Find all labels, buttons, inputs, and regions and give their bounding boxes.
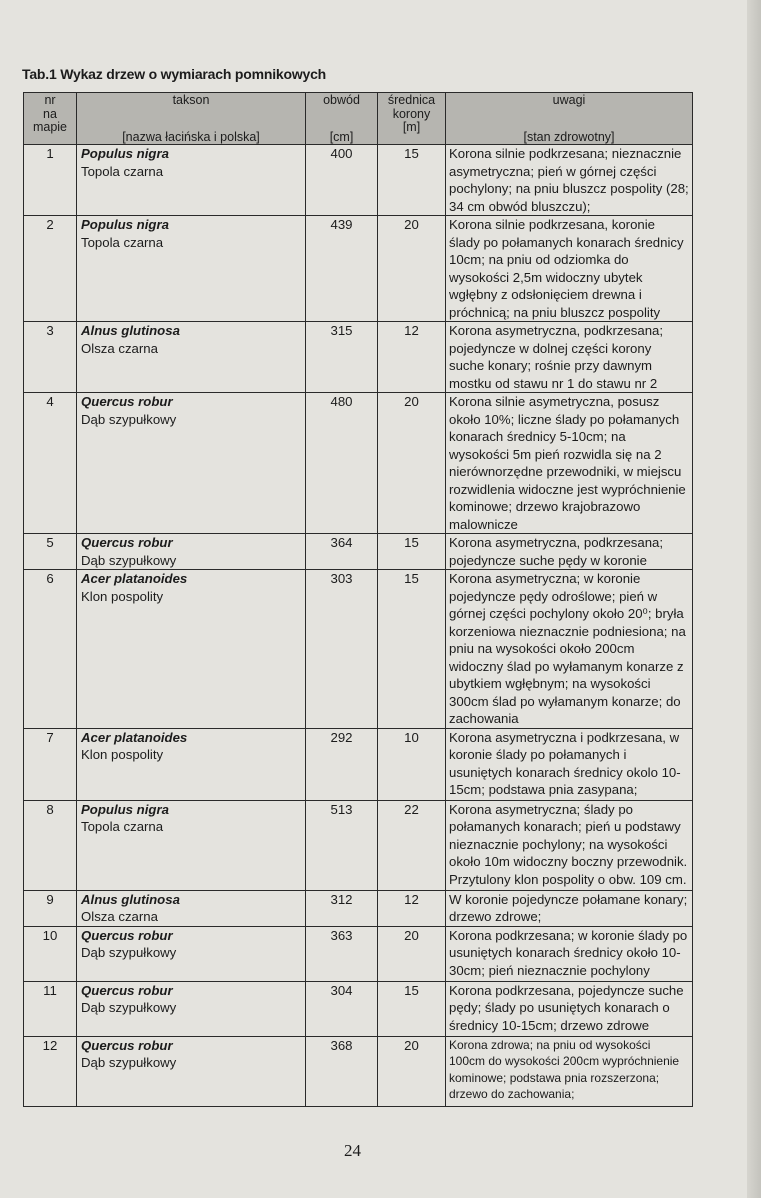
row-circumference: 400 [306,145,378,216]
row-number: 8 [24,800,77,890]
row-notes: Korona podkrzesana, pojedyncze suche pędy; ślady po usuniętych konarach o średnicy 10-15cm; drzewo zdrowe [446,981,693,1036]
row-taxon [77,1036,306,1106]
polish-name: Dąb szypułkowy [81,945,177,960]
table-row [24,393,693,534]
latin-name: Acer platanoides [81,571,188,586]
table-row [24,534,693,570]
row-number: 4 [24,393,77,534]
header-srednica-unit: [m] [402,120,421,134]
header-srednica [378,93,446,145]
row-crown-diameter: 12 [378,322,446,393]
header-takson [77,93,306,145]
polish-name: Klon pospolity [81,747,164,762]
row-taxon [77,926,306,981]
header-uwagi-sub: [stan zdrowotny] [523,129,615,144]
row-taxon [77,800,306,890]
polish-name: Topola czarna [81,819,164,834]
row-circumference: 315 [306,322,378,393]
header-uwagi [446,93,693,145]
row-notes: Korona asymetryczna, podkrzesana; pojedyncze w dolnej części korony suche konary; rośnie przy dawnym mostku od stawu nr 1 do stawu nr 2 [446,322,693,393]
table-row [24,926,693,981]
table-row [24,800,693,890]
header-srednica-mid: korony [392,106,431,121]
polish-name: Olsza czarna [81,909,158,924]
row-notes: W koronie pojedyncze połamane konary; drzewo zdrowe; [446,890,693,926]
row-number: 2 [24,216,77,322]
row-circumference: 364 [306,534,378,570]
row-crown-diameter: 15 [378,570,446,729]
header-srednica-title: średnica [387,93,436,107]
row-crown-diameter: 22 [378,800,446,890]
header-nr-line1: nr [44,93,56,107]
latin-name: Quercus robur [81,1037,173,1053]
row-notes: Korona silnie asymetryczna, posusz około 10%; liczne ślady po połamanych konarach średnicy 5-10cm; na wysokości 5m pień rozwidla się na 2 nierównorzędne przewodniki, w miejscu rozwidlenia widoczne jest wypróchnienie kominowe; drzewo krajobrazowo malownicze [446,393,693,534]
row-circumference: 368 [306,1036,378,1106]
row-crown-diameter: 20 [378,216,446,322]
latin-name: Quercus robur [81,535,173,550]
row-number: 7 [24,728,77,800]
row-notes: Korona podkrzesana; w koronie ślady po usuniętych konarach średnicy około 10-30cm; pień nieznacznie pochylony [446,926,693,981]
row-circumference: 292 [306,728,378,800]
row-notes: Korona silnie podkrzesana, koronie ślady po połamanych konarach średnicy 10cm; na pniu od odziomka do wysokości 2,5m widoczny ubytek wgłębny z odsłonięciem drewna i próchnicą; na pniu bluszcz pospolity [446,216,693,322]
row-number: 11 [24,981,77,1036]
polish-name: Dąb szypułkowy [81,411,177,427]
row-taxon [77,981,306,1036]
row-circumference: 304 [306,981,378,1036]
row-circumference: 439 [306,216,378,322]
polish-name: Topola czarna [81,234,164,250]
polish-name: Dąb szypułkowy [81,1000,177,1015]
latin-name: Populus nigra [81,801,169,817]
row-notes: Korona zdrowa; na pniu od wysokości 100cm do wysokości 200cm wypróchnienie kominowe; podstawa pnia rozszerzona; drzewo do zachowania; [446,1036,693,1106]
latin-name: Quercus robur [81,982,173,998]
row-crown-diameter: 20 [378,926,446,981]
latin-name: Quercus robur [81,927,173,943]
table-row [24,322,693,393]
latin-name: Quercus robur [81,394,173,409]
header-takson-title: takson [172,93,210,107]
table-header-row [24,93,693,145]
row-notes: Korona asymetryczna, podkrzesana; pojedyncze suche pędy w koronie [446,534,693,570]
row-taxon [77,570,306,729]
row-crown-diameter: 20 [378,1036,446,1106]
row-crown-diameter: 20 [378,393,446,534]
table-row [24,728,693,800]
polish-name: Klon pospolity [81,588,164,604]
latin-name: Alnus glutinosa [81,323,180,338]
polish-name: Dąb szypułkowy [81,552,177,568]
row-notes: Korona asymetryczna; w koronie pojedyncze pędy odroślowe; pień w górnej części pochylony około 20⁰; bryła korzeniowa nieznacznie podniesiona; na pniu na wysokości około 200cm widoczny ślad po wyłamanym konarze z ubytkiem wgłębnym; na wysokości 300cm ślad po wyłamanym konarze; do zachowania [446,570,693,729]
row-taxon [77,322,306,393]
table-row [24,890,693,926]
header-uwagi-title: uwagi [552,93,586,107]
row-number: 6 [24,570,77,729]
row-circumference: 363 [306,926,378,981]
trees-table [23,92,693,1107]
row-crown-diameter: 15 [378,534,446,570]
latin-name: Populus nigra [81,146,169,161]
row-notes: Korona asymetryczna i podkrzesana, w koronie ślady po połamanych i usuniętych konarach średnicy okolo 10-15cm; podstawa pnia zasypana; [446,728,693,800]
table-row [24,216,693,322]
row-taxon [77,890,306,926]
table-row [24,1036,693,1106]
row-circumference: 312 [306,890,378,926]
header-obwod-unit: [cm] [329,129,354,144]
header-nr-line3: mapie [32,120,68,134]
row-taxon [77,145,306,216]
row-circumference: 513 [306,800,378,890]
row-taxon [77,728,306,800]
row-circumference: 480 [306,393,378,534]
row-taxon [77,216,306,322]
table-caption: Tab.1 Wykaz drzew o wymiarach pomnikowych [22,66,327,82]
row-circumference: 303 [306,570,378,729]
row-crown-diameter: 12 [378,890,446,926]
polish-name: Topola czarna [81,163,164,179]
latin-name: Acer platanoides [81,729,188,745]
table-row [24,145,693,216]
header-takson-sub: [nazwa łacińska i polska] [122,129,260,144]
header-obwod [306,93,378,145]
row-number: 10 [24,926,77,981]
page-edge-shadow [747,0,761,1198]
row-crown-diameter: 10 [378,728,446,800]
latin-name: Alnus glutinosa [81,891,180,907]
row-crown-diameter: 15 [378,145,446,216]
row-number: 1 [24,145,77,216]
table-row [24,570,693,729]
row-notes: Korona asymetryczna; ślady po połamanych konarach; pień u podstawy nieznacznie pochylony; na wysokości około 10m widoczny boczny przewodnik. Przytulony klon pospolity o obw. 109 cm. [446,800,693,890]
row-taxon [77,534,306,570]
row-crown-diameter: 15 [378,981,446,1036]
row-number: 5 [24,534,77,570]
page-number: 24 [344,1141,361,1160]
row-notes: Korona silnie podkrzesana; nieznacznie asymetryczna; pień w górnej części pochylony; na pniu bluszcz pospolity (28; 34 cm obwód bluszczu); [446,145,693,216]
polish-name: Olsza czarna [81,340,158,356]
table-row [24,981,693,1036]
row-number: 9 [24,890,77,926]
latin-name: Populus nigra [81,217,169,232]
header-nr [24,93,77,145]
row-taxon [77,393,306,534]
header-nr-line2: na [43,106,57,121]
row-number: 3 [24,322,77,393]
polish-name: Dąb szypułkowy [81,1055,177,1070]
header-obwod-title: obwód [323,93,360,107]
row-number: 12 [24,1036,77,1106]
